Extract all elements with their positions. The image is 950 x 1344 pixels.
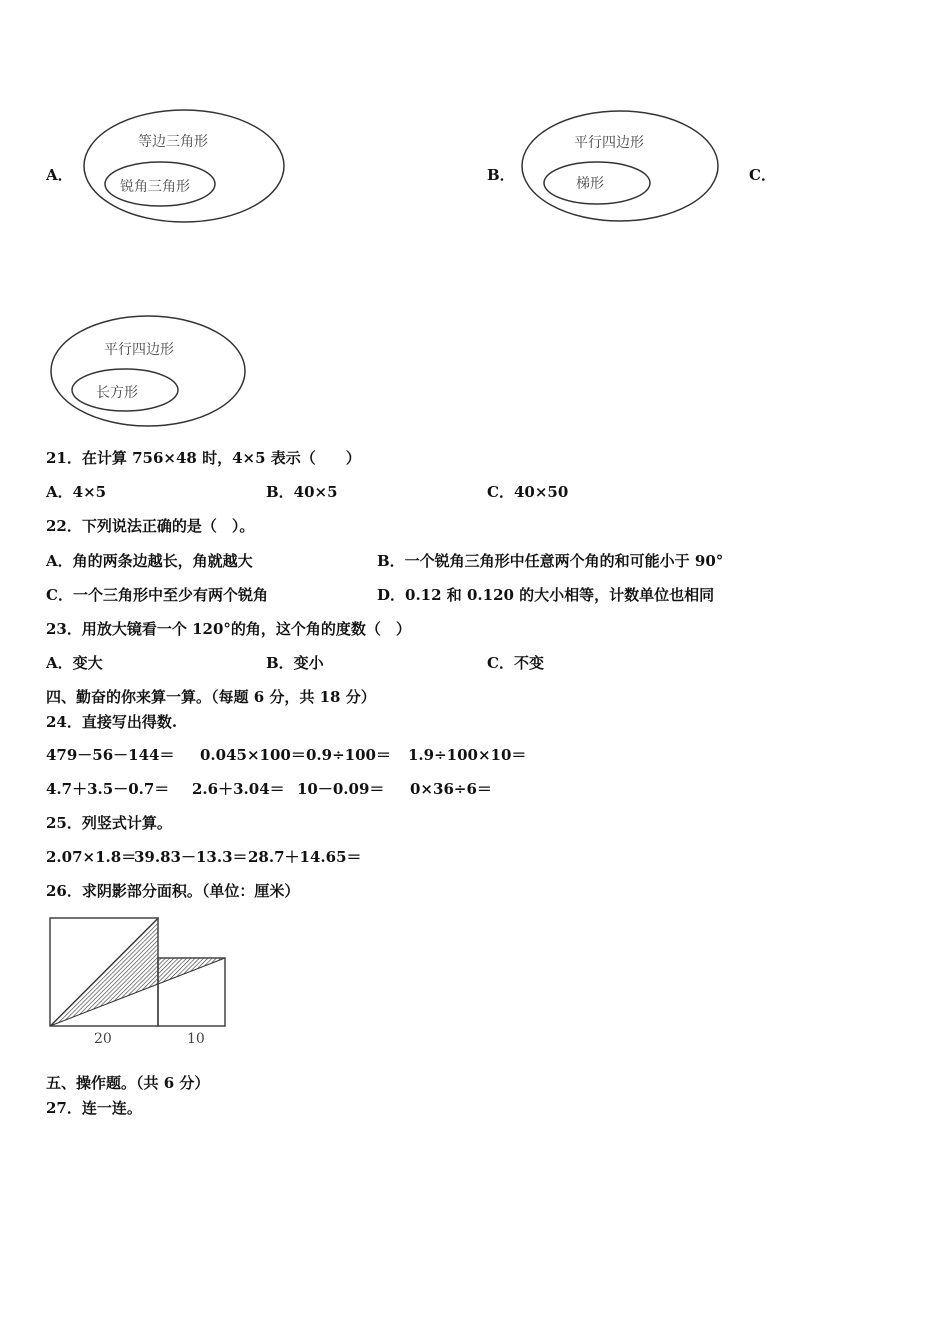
q26-stem: 26．求阴影部分面积。（单位：厘米） <box>46 882 300 900</box>
option-a-label: A． <box>46 166 73 184</box>
q24-expr: 4.7＋3.5－0.7＝ <box>46 780 170 798</box>
q21-option-b: B．40×5 <box>266 483 338 501</box>
section-4-heading: 四、勤奋的你来算一算。（每题 6 分，共 18 分） <box>46 688 376 706</box>
q24-expr: 0×36÷6＝ <box>410 780 492 798</box>
option-b-label: B． <box>487 166 515 184</box>
inner-label: 锐角三角形 <box>120 179 190 195</box>
q23-stem: 23．用放大镜看一个 120°的角，这个角的度数（ ） <box>46 620 411 638</box>
outer-label: 等边三角形 <box>138 134 208 150</box>
dimension-label: 10 <box>187 1031 205 1047</box>
q24-expr: 1.9÷100×10＝ <box>408 746 527 764</box>
q24-expr: 0.9÷100＝ <box>306 746 391 764</box>
q21-option-c: C．40×50 <box>487 483 569 501</box>
q21-option-a: A．4×5 <box>46 483 107 501</box>
q22-option-a: A．角的两条边越长，角就越大 <box>46 552 253 570</box>
q23-option-b: B．变小 <box>266 654 324 672</box>
venn-diagram-b <box>518 106 723 226</box>
venn-diagram-a <box>80 105 290 227</box>
outer-label: 平行四边形 <box>104 342 174 358</box>
q25-stem: 25．列竖式计算。 <box>46 814 172 832</box>
venn-diagram-c <box>48 312 250 430</box>
inner-label: 梯形 <box>576 176 604 192</box>
q22-option-c: C．一个三角形中至少有两个锐角 <box>46 586 268 604</box>
shaded-region <box>50 918 225 1026</box>
q24-stem: 24．直接写出得数. <box>46 713 178 731</box>
q21-stem: 21．在计算 756×48 时，4×5 表示（ ） <box>46 449 361 467</box>
q24-expr: 10－0.09＝ <box>297 780 385 798</box>
q24-expr: 479－56－144＝ <box>46 746 175 764</box>
q22-option-d: D．0.12 和 0.120 的大小相等，计数单位也相同 <box>377 586 715 604</box>
q25-expr: 28.7＋14.65＝ <box>248 848 362 866</box>
q22-stem: 22．下列说法正确的是（ ）。 <box>46 517 255 535</box>
q27-stem: 27．连一连。 <box>46 1099 142 1117</box>
q25-expr: 39.83－13.3＝ <box>134 848 248 866</box>
inner-label: 长方形 <box>96 385 138 401</box>
dimension-label: 20 <box>94 1031 112 1047</box>
section-5-heading: 五、操作题。（共 6 分） <box>46 1074 210 1092</box>
q23-option-c: C．不变 <box>487 654 544 672</box>
outer-label: 平行四边形 <box>574 135 644 151</box>
q23-option-a: A．变大 <box>46 654 103 672</box>
q24-expr: 0.045×100＝ <box>200 746 306 764</box>
shaded-area-figure <box>40 905 240 1050</box>
option-c-label: C． <box>749 166 776 184</box>
q24-expr: 2.6＋3.04＝ <box>192 780 285 798</box>
q25-expr: 2.07×1.8＝ <box>46 848 137 866</box>
q22-option-b: B．一个锐角三角形中任意两个角的和可能小于 90° <box>377 552 724 570</box>
